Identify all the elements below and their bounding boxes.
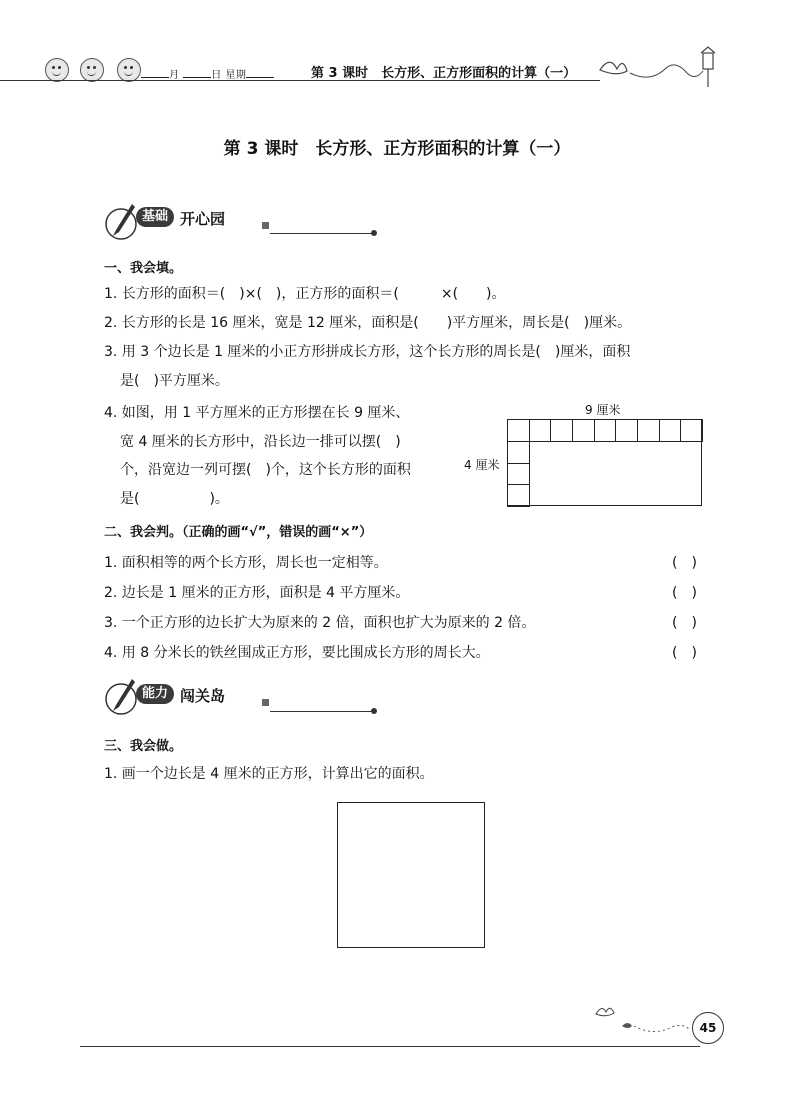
section-badge: 基础	[136, 207, 174, 227]
butterfly-lamp-decoration-icon	[595, 45, 725, 90]
part2-heading: 二、我会判。（正确的画“√”，错误的画“×”）	[104, 525, 373, 540]
judge-item-2: 2. 边长是 1 厘米的正方形，面积是 4 平方厘米。	[104, 585, 410, 601]
unit-square	[550, 419, 573, 442]
smiley-face-icon	[80, 58, 104, 82]
header-title: 第 3 课时 长方形、正方形面积的计算（一）	[311, 66, 577, 81]
footer-rule	[80, 1046, 700, 1047]
section-rule	[270, 233, 372, 234]
page-number: 45	[692, 1012, 724, 1044]
smiley-face-icon	[45, 58, 69, 82]
drawing-area[interactable]	[337, 802, 485, 948]
header-rule	[0, 80, 600, 81]
figure-width-label: 4 厘米	[464, 458, 500, 472]
judge-item-3: 3. 一个正方形的边长扩大为原来的 2 倍，面积也扩大为原来的 2 倍。	[104, 615, 536, 631]
question-1-4-line2: 宽 4 厘米的长方形中，沿长边一排可以摆( )	[120, 434, 401, 450]
unit-square	[507, 441, 530, 464]
section-title: 闯关岛	[180, 687, 226, 705]
question-1-3-line2: 是( )平方厘米。	[120, 373, 229, 389]
question-1-4-line4: 是( )。	[120, 491, 229, 507]
brush-icon	[104, 202, 140, 242]
unit-square	[529, 419, 552, 442]
unit-square	[615, 419, 638, 442]
unit-square	[507, 484, 530, 507]
unit-square	[507, 463, 530, 486]
answer-paren[interactable]: ( )	[672, 585, 697, 601]
section-badge: 能力	[136, 684, 174, 704]
page-title: 第 3 课时 长方形、正方形面积的计算（一）	[223, 139, 571, 159]
question-1-3-line1: 3. 用 3 个边长是 1 厘米的小正方形拼成长方形，这个长方形的周长是( )厘米，面积	[104, 344, 631, 360]
section-marker-icon	[262, 699, 269, 706]
unit-square	[507, 419, 530, 442]
question-1-4-line3: 个，沿宽边一列可摆( )个，这个长方形的面积	[120, 462, 411, 478]
smiley-face-icon	[117, 58, 141, 82]
unit-square	[659, 419, 682, 442]
judge-item-4: 4. 用 8 分米长的铁丝围成正方形，要比围成长方形的周长大。	[104, 645, 490, 661]
question-1-2: 2. 长方形的长是 16 厘米，宽是 12 厘米，面积是( )平方厘米，周长是( )厘米。	[104, 315, 632, 331]
part1-heading: 一、我会填。	[104, 261, 183, 276]
unit-square	[594, 419, 617, 442]
section-dot-icon	[371, 708, 377, 714]
unit-square	[680, 419, 703, 442]
question-3-1: 1. 画一个边长是 4 厘米的正方形，计算出它的面积。	[104, 766, 434, 782]
part3-heading: 三、我会做。	[104, 739, 183, 754]
question-1-1: 1. 长方形的面积＝( )×( )，正方形的面积＝( ×( )。	[104, 286, 506, 302]
judge-item-1: 1. 面积相等的两个长方形，周长也一定相等。	[104, 555, 388, 571]
unit-square	[572, 419, 595, 442]
answer-paren[interactable]: ( )	[672, 555, 697, 571]
unit-square	[637, 419, 660, 442]
section-dot-icon	[371, 230, 377, 236]
question-1-4-line1: 4. 如图，用 1 平方厘米的正方形摆在长 9 厘米、	[104, 405, 410, 421]
butterfly-trail-decoration-icon	[592, 1000, 692, 1040]
brush-icon	[104, 677, 140, 717]
figure-length-label: 9 厘米	[585, 403, 621, 417]
date-fields: 月 日 星期	[141, 66, 274, 81]
answer-paren[interactable]: ( )	[672, 615, 697, 631]
answer-paren[interactable]: ( )	[672, 645, 697, 661]
section-title: 开心园	[180, 210, 226, 228]
section-rule	[270, 711, 372, 712]
section-marker-icon	[262, 222, 269, 229]
